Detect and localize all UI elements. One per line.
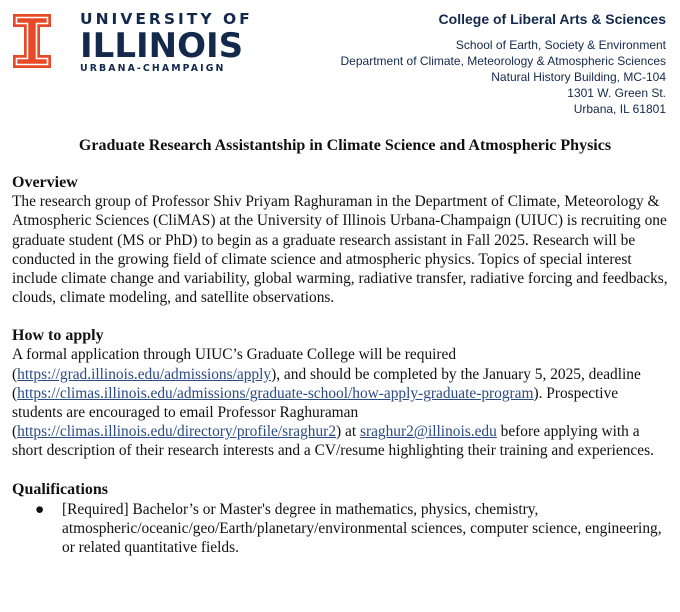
- address-line: 1301 W. Green St.: [567, 86, 666, 100]
- qualifications-heading: Qualifications: [12, 480, 109, 498]
- address-line: Department of Climate, Meteorology & Atmospheric Sciences: [340, 54, 666, 68]
- overview-heading: Overview: [12, 174, 78, 192]
- address-line: Natural History Building, MC-104: [491, 70, 666, 84]
- how-to-apply-heading: How to apply: [12, 327, 104, 345]
- page-title: Graduate Research Assistantship in Climate Science and Atmospheric Physics: [78, 137, 612, 154]
- list-item: [35, 500, 672, 558]
- grad-college-apply-link[interactable]: https://grad.illinois.edu/admissions/apply: [17, 365, 272, 383]
- apply-text: ) at: [336, 423, 360, 441]
- apply-text: ). Prospective students are encouraged to email Professor Raghuraman (: [12, 384, 619, 441]
- how-to-apply-paragraph: [12, 345, 672, 460]
- document-body: [12, 136, 672, 557]
- apply-text: A formal application through UIUC’s Graduate College will be required (: [12, 346, 457, 383]
- qualifications-list: [12, 500, 672, 558]
- college-name: College of Liberal Arts & Sciences: [438, 11, 666, 27]
- climas-admissions-link[interactable]: https://climas.illinois.edu/admissions/graduate-school/how-apply-graduate-program: [17, 384, 534, 402]
- apply-text: ), and should be completed by the January 5, 2025, deadline (: [12, 365, 641, 402]
- overview-paragraph: The research group of Professor Shiv Priyam Raghuraman in the Department of Climate, Meteorology & Atmospheric Sciences (CliMAS) at the University of Illinois Urbana-Champaign (UIUC) is recruiting one graduate student (MS or PhD) to begin as a graduate research assistant in Fall 2025. Research will be conducted in the growing field of climate science and atmospheric physics. Topics of special interest include climate change and variability, global warming, radiative transfer, radiative forcing and feedbacks, clouds, climate modeling, and satellite observations.: [12, 193, 668, 307]
- logo-university-text: UNIVERSITY OF: [80, 10, 253, 28]
- logo-campus-text: URBANA-CHAMPAIGN: [80, 63, 226, 74]
- university-wordmark: [80, 10, 253, 75]
- illinois-block-i-logo-icon: [13, 14, 51, 68]
- department-address: [341, 37, 666, 117]
- apply-text: before applying with a short description of their research interests and a CV/resume highlighting their training and experiences.: [12, 423, 654, 460]
- address-line: School of Earth, Society & Environment: [455, 38, 666, 52]
- professor-profile-link[interactable]: https://climas.illinois.edu/directory/profile/sraghur2: [17, 423, 337, 441]
- bullet-icon: ●: [35, 500, 45, 518]
- professor-email-link[interactable]: sraghur2@illinois.edu: [359, 423, 497, 441]
- qualification-text: [Required] Bachelor’s or Master's degree in mathematics, physics, chemistry, atmospheric/oceanic/geo/Earth/planetary/environmental sciences, computer science, engineering, or related quantitative fields.: [62, 500, 662, 557]
- logo-illinois-text: ILLINOIS: [80, 26, 244, 66]
- address-line: Urbana, IL 61801: [573, 102, 666, 116]
